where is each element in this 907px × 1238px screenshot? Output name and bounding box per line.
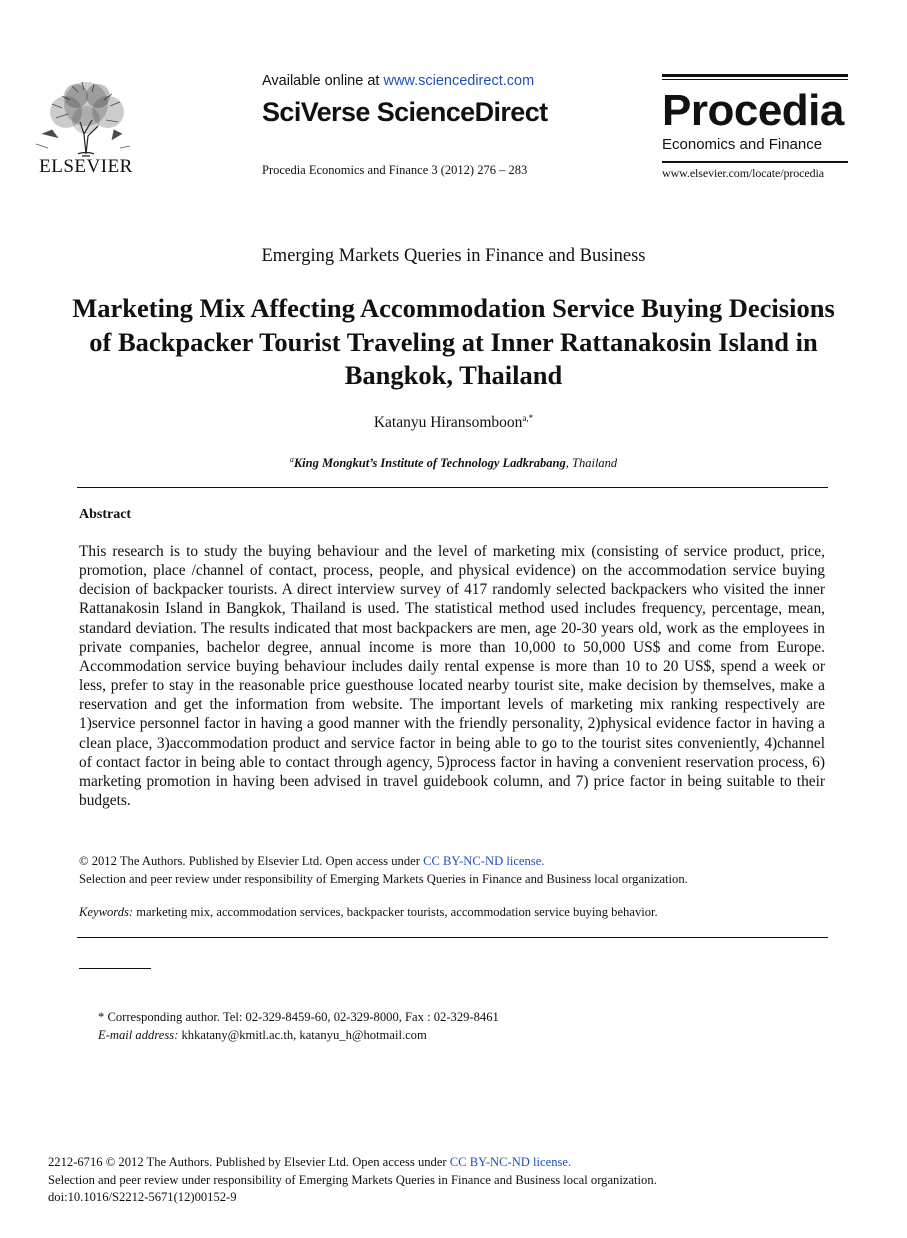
available-prefix: Available online at <box>262 73 384 89</box>
copyright-notice <box>79 853 688 888</box>
journal-reference: Procedia Economics and Finance 3 (2012) 276 – 283 <box>262 163 528 177</box>
keywords-line <box>79 905 658 920</box>
affiliation-institution: King Mongkut’s Institute of Technology Ladkrabang <box>293 456 566 471</box>
masthead-rule-top <box>662 74 848 77</box>
copyright-line-1 <box>79 853 688 871</box>
journal-masthead <box>662 74 848 181</box>
affiliation-mark: a <box>289 455 294 464</box>
journal-name: Procedia <box>662 86 844 135</box>
license-link[interactable]: CC BY-NC-ND license. <box>423 854 545 868</box>
copyright-prefix: © 2012 The Authors. Published by Elsevier Ltd. Open access under <box>79 854 424 868</box>
footer-issn-copyright: 2212-6716 © 2012 The Authors. Published by Elsevier Ltd. Open access under <box>48 1155 450 1169</box>
affiliation-line: $^a$King Mongkut’s Institute of Technology Ladkrabang, Thailand <box>289 455 618 471</box>
conference-name: Emerging Markets Queries in Finance and Business <box>261 246 646 266</box>
footer-license-link[interactable]: CC BY-NC-ND license. <box>449 1155 572 1169</box>
author-marks: a,* <box>522 413 534 423</box>
paper-title: Marketing Mix Affecting Accommodation Service Buying Decisions of Backpacker Tourist Traveling at Inner Rattanakosin Island in Bangkok, Thailand <box>72 293 835 390</box>
page-footer <box>48 1154 657 1207</box>
author-line <box>0 413 907 432</box>
email-addresses: khkatany@kmitl.ac.th, katanyu_h@hotmail.com <box>178 1027 427 1042</box>
abstract-top-rule <box>77 487 828 488</box>
masthead-rule-bottom <box>662 161 848 163</box>
email-line <box>98 1027 499 1045</box>
copyright-line-2: Selection and peer review under responsibility of Emerging Markets Queries in Finance and Business local organization. <box>79 871 688 886</box>
publisher-logo-text: ELSEVIER <box>39 156 133 177</box>
email-label: E-mail address: <box>98 1027 179 1042</box>
journal-subtitle: Economics and Finance <box>662 136 823 153</box>
abstract-bottom-rule <box>77 937 828 938</box>
footnote <box>98 1009 499 1044</box>
footer-line-1 <box>48 1154 657 1172</box>
keywords-label: Keywords: <box>79 905 134 919</box>
available-online-line <box>262 73 534 89</box>
abstract-body: This research is to study the buying behaviour and the level of marketing mix (consisting of service product, price, promotion, place /channel of contact, process, people, and physical evidence) on the accommodation service buying decision of backpacker tourists. A direct interview survey of 417 randomly selected backpackers who visited the inner Rattanakosin Island in Bangkok, Thailand is used. The statistical method used includes frequency, percentage, mean, standard deviation. The results indicated that most backpackers are men, age 20-30 years old, work as the employees in private companies, bachelor degree, annual income is more than 10,000 to 50,000 US$ and come from Europe. Accommodation service buying behaviour includes daily rental expense is more than 10 to 20 US$, spend a week or less, prefer to stay in the reasonable price guesthouse located nearby tourist site, make decision by themselves, make a reservation and get the information from website. The important levels of marketing mix ranking respectively are 1)service personnel factor in having a good manner with the friendly personality, 2)physical evidence factor in having a clean place, 3)accommodation product and service factor in being able to go to the tourist sites conveniently, 4)channel of contact factor in being able to contact through agency, 5)process factor in having a convenient reservation process, 6) marketing promotion in having been advised in travel guidebook column, and 7) price factor in being suitable to their budgets. <box>79 543 825 810</box>
corresponding-author-note: * Corresponding author. Tel: 02-329-8459-60, 02-329-8000, Fax : 02-329-8461 <box>98 1010 499 1024</box>
platform-name: SciVerse ScienceDirect <box>262 97 548 127</box>
author-name: Katanyu Hiransomboon <box>373 414 523 432</box>
footer-doi[interactable]: doi:10.1016/S2212-5671(12)00152-9 <box>48 1190 237 1204</box>
abstract-heading: Abstract <box>79 507 132 522</box>
affiliation-country: Thailand <box>572 456 618 471</box>
keywords-text: marketing mix, accommodation services, backpacker tourists, accommodation service buying behavior. <box>133 905 658 919</box>
footnote-rule <box>79 968 151 969</box>
sciencedirect-link[interactable]: www.sciencedirect.com <box>383 73 535 89</box>
footer-line-2: Selection and peer review under responsibility of Emerging Markets Queries in Finance and Business local organization. <box>48 1172 657 1187</box>
journal-url[interactable]: www.elsevier.com/locate/procedia <box>662 166 824 180</box>
masthead-rule-thin <box>662 79 848 80</box>
